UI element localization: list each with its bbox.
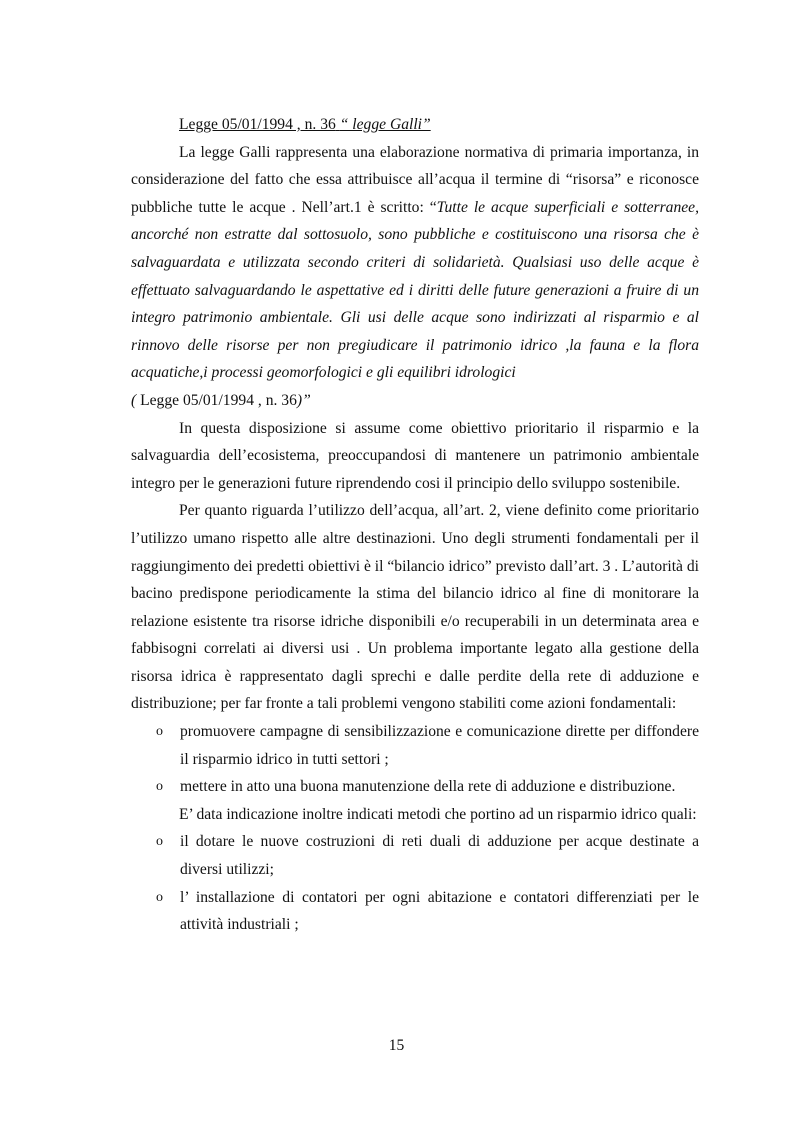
list-item-text: l’ installazione di contatori per ogni abitazione e contatori differenziati per le attività industriali ; <box>180 888 699 934</box>
heading-name: “ legge Galli” <box>339 116 431 133</box>
citation: Legge 05/01/1994 , n. 36 <box>140 391 297 409</box>
list-item <box>131 884 699 939</box>
bullet-marker: o <box>156 779 163 795</box>
citation-close: )” <box>296 391 311 409</box>
bullet-list-2 <box>131 828 699 938</box>
paragraph-4: E’ data indicazione inoltre indicati metodi che portino ad un risparmio idrico quali: <box>179 805 697 823</box>
list-item-text: mettere in atto una buona manutenzione della rete di adduzione e distribuzione. <box>180 778 676 796</box>
list-item <box>131 718 699 773</box>
body-text <box>131 111 699 939</box>
list-item-text: il dotare le nuove costruzioni di reti duali di adduzione per acque destinate a diversi utilizzi; <box>180 833 699 879</box>
list-item <box>131 828 699 883</box>
paragraph-1-intro: La legge Galli rappresenta una elaborazione normativa di primaria importanza, in considerazione del fatto che essa attribuisce all’acqua il termine di “risorsa” e riconosce pubbliche tutte le acque . Nell’art.1 è scritto: “ <box>131 143 699 216</box>
list-item-text: promuovere campagne di sensibilizzazione e comunicazione dirette per diffondere il risparmio idrico in tutti settori ; <box>180 723 699 768</box>
bullet-list-1 <box>131 718 699 801</box>
page-number: 15 <box>388 1037 405 1054</box>
list-item <box>131 773 699 801</box>
bullet-marker: o <box>156 889 163 905</box>
law-quote: Tutte le acque superficiali e sotterranee, ancorché non estratte dal sottosuolo, sono pubbliche e costituiscono una risorsa che è salvaguardata e utilizzata secondo criteri di solidarietà. Qualsiasi uso delle acque è effettuato salvaguardando le aspettative ed i diritti delle future generazioni a fruire di un integro patrimonio ambientale. Gli usi delle acque sono indirizzati al risparmio e al rinnovo delle risorse per non pregiudicare il patrimonio idrico ,la fauna e la flora acquatiche,i processi geomorfologici e gli equilibri idrologici <box>131 198 699 382</box>
paragraph-3: Per quanto riguarda l’utilizzo dell’acqua, all’art. 2, viene definito come prioritario l’utilizzo umano rispetto alle altre destinazioni. Uno degli strumenti fondamentali per il raggiungimento dei predetti obiettivi è il “bilancio idrico” previsto dall’art. 3 . L’autorità di bacino predispone periodicamente la stima del bilancio idrico al fine di monitorare la relazione esistente tra risorse idriche disponibili e/o recuperabili in un determinata area e fabbisogni correlati ai diversi usi . Un problema importante legato alla gestione della risorsa idrica è rappresentato dagli sprechi e dalle perdite della rete di adduzione e distribuzione; per far fronte a tali problemi vengono stabiliti come azioni fondamentali: <box>131 502 699 713</box>
bullet-marker: o <box>156 834 163 850</box>
heading-law: Legge 05/01/1994 , n. 36 <box>179 116 336 133</box>
bullet-marker: o <box>156 724 163 740</box>
paragraph-2: In questa disposizione si assume come obiettivo prioritario il risparmio e la salvaguardia dell’ecosistema, preoccupandosi di mantenere un patrimonio ambientale integro per le generazioni future riprendendo cosi il principio dello sviluppo sostenibile. <box>131 419 699 492</box>
citation-open: ( <box>131 391 141 409</box>
section-heading <box>131 111 699 139</box>
paragraph-1 <box>131 139 699 415</box>
